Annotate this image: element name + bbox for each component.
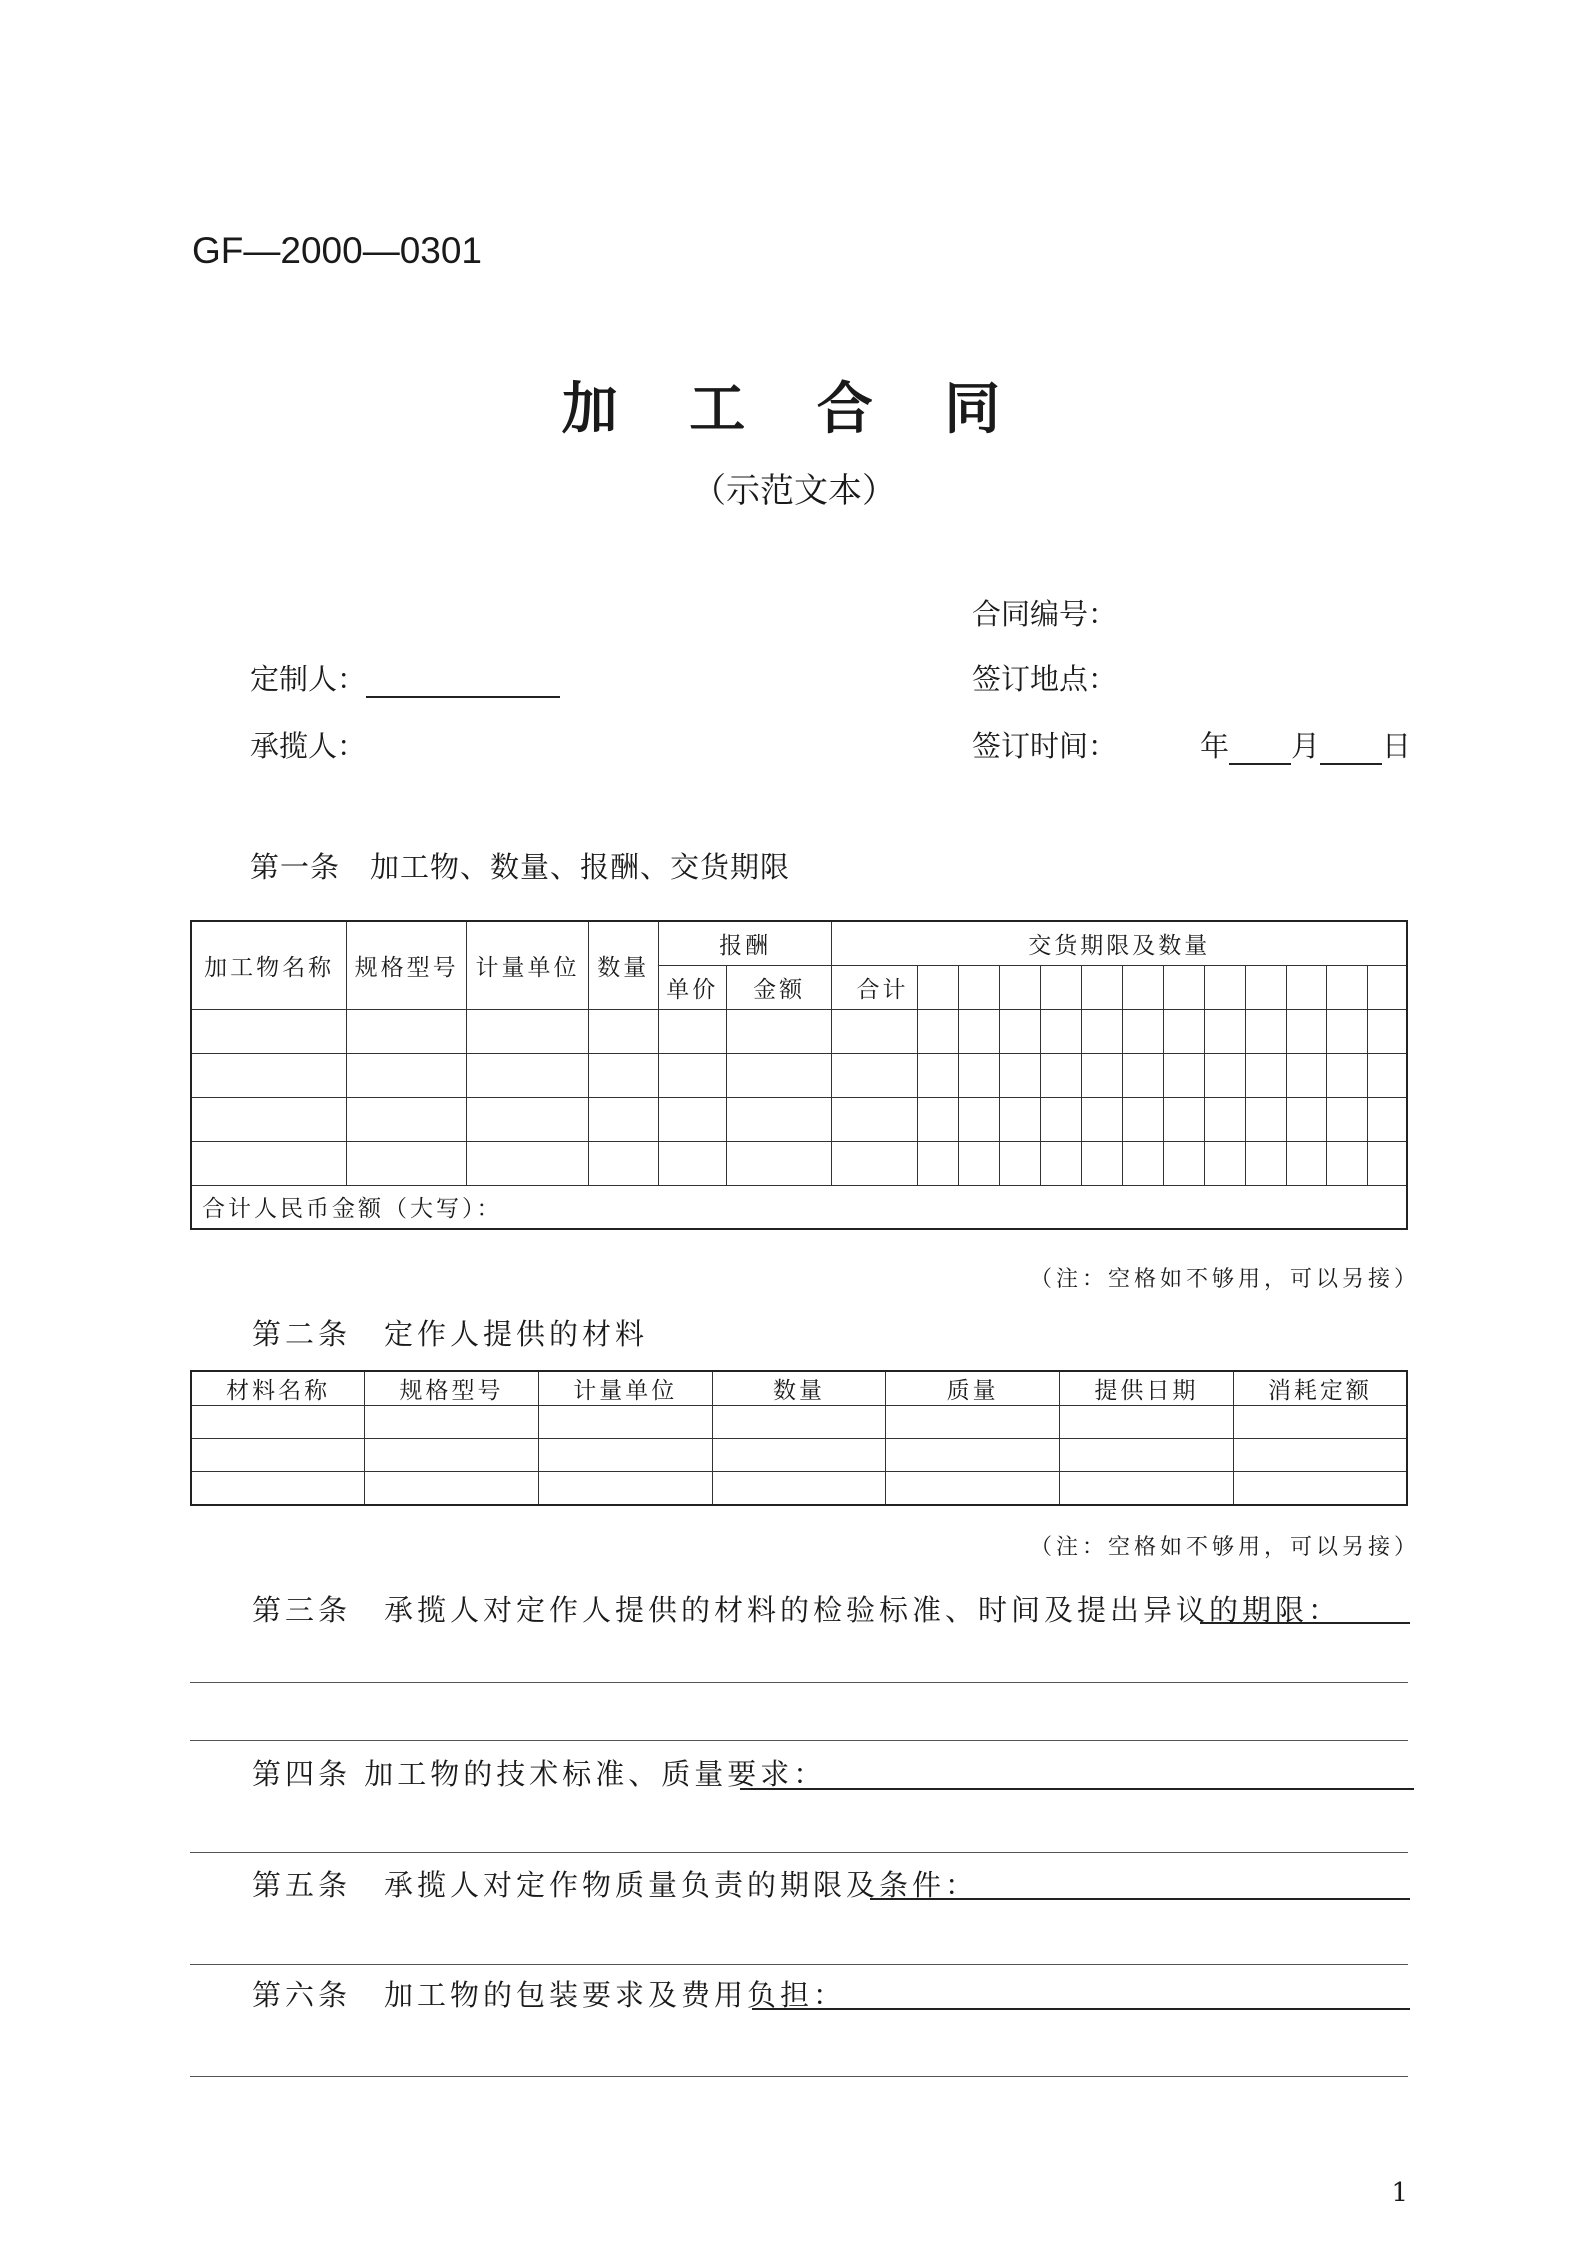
day-blank[interactable] <box>1320 733 1382 765</box>
header-pay: 报酬 <box>658 921 832 965</box>
article-3-title: 第三条 承揽人对定作人提供的材料的检验标准、时间及提出异议的期限： <box>252 1593 1342 1627</box>
sign-place-label: 签订地点： <box>972 662 1118 696</box>
contract-number-label: 合同编号： <box>972 597 1118 631</box>
article-4-line-1[interactable] <box>190 1852 1408 1853</box>
header-material-unit: 计量单位 <box>538 1371 712 1406</box>
page-number: 1 <box>1391 2178 1408 2208</box>
article-2-title: 第二条 定作人提供的材料 <box>252 1317 649 1351</box>
article-2-note: （注：空格如不够用，可以另接） <box>1029 1535 1420 1560</box>
total-rmb-label[interactable]: 合计人民币金额（大写）： <box>191 1185 1407 1229</box>
header-amount: 金额 <box>726 965 832 1009</box>
header-material-spec: 规格型号 <box>365 1371 539 1406</box>
header-material-quota: 消耗定额 <box>1233 1371 1407 1406</box>
day-label: 日 <box>1382 729 1412 763</box>
orderer-blank[interactable] <box>366 666 560 698</box>
orderer-field <box>250 657 560 698</box>
year-label: 年 <box>1200 729 1230 763</box>
processing-items-table <box>190 920 1408 1230</box>
article-5-line-1[interactable] <box>190 1964 1408 1965</box>
article-3-blank[interactable] <box>1200 1622 1410 1624</box>
table-row[interactable] <box>191 1053 1407 1097</box>
table-row[interactable] <box>191 1472 1407 1505</box>
sign-time-label: 签订时间： <box>972 729 1118 763</box>
header-total: 合计 <box>832 965 918 1009</box>
header-price: 单价 <box>658 965 726 1009</box>
article-1-note: （注：空格如不够用，可以另接） <box>1029 1267 1420 1292</box>
table-row[interactable] <box>191 1406 1407 1439</box>
article-6-title: 第六条 加工物的包装要求及费用负担： <box>252 1978 847 2012</box>
month-blank[interactable] <box>1229 733 1291 765</box>
article-4-title: 第四条 加工物的技术标准、质量要求： <box>252 1757 827 1791</box>
month-label: 月 <box>1291 729 1321 763</box>
table-row[interactable] <box>191 1009 1407 1053</box>
page-subtitle: （示范文本） <box>692 471 896 511</box>
header-material-name: 材料名称 <box>191 1371 365 1406</box>
materials-table <box>190 1370 1408 1506</box>
header-material-qty: 数量 <box>712 1371 886 1406</box>
article-1-title: 第一条 加工物、数量、报酬、交货期限 <box>250 850 791 884</box>
contract-code: GF—2000—0301 <box>192 230 483 271</box>
article-6-line-1[interactable] <box>190 2076 1408 2077</box>
page-title: 加 工 合 同 <box>561 377 1027 442</box>
article-5-title: 第五条 承揽人对定作物质量负责的期限及条件： <box>252 1868 979 1902</box>
article-4-blank[interactable] <box>740 1788 1414 1790</box>
table-row[interactable] <box>191 1141 1407 1185</box>
header-material-quality: 质量 <box>886 1371 1060 1406</box>
article-3-line-1[interactable] <box>190 1682 1408 1683</box>
header-item-name: 加工物名称 <box>191 921 347 1009</box>
orderer-label: 定制人： <box>250 662 367 696</box>
header-delivery: 交货期限及数量 <box>832 921 1407 965</box>
header-material-date: 提供日期 <box>1060 1371 1234 1406</box>
table-row[interactable] <box>191 1097 1407 1141</box>
header-spec: 规格型号 <box>347 921 467 1009</box>
article-3-line-2[interactable] <box>190 1740 1408 1741</box>
article-6-blank[interactable] <box>752 2008 1410 2010</box>
contractor-label: 承揽人： <box>250 729 367 763</box>
sign-date-field <box>1200 724 1411 765</box>
article-5-blank[interactable] <box>870 1898 1410 1900</box>
table-row[interactable] <box>191 1439 1407 1472</box>
header-unit: 计量单位 <box>467 921 589 1009</box>
header-qty: 数量 <box>588 921 658 1009</box>
